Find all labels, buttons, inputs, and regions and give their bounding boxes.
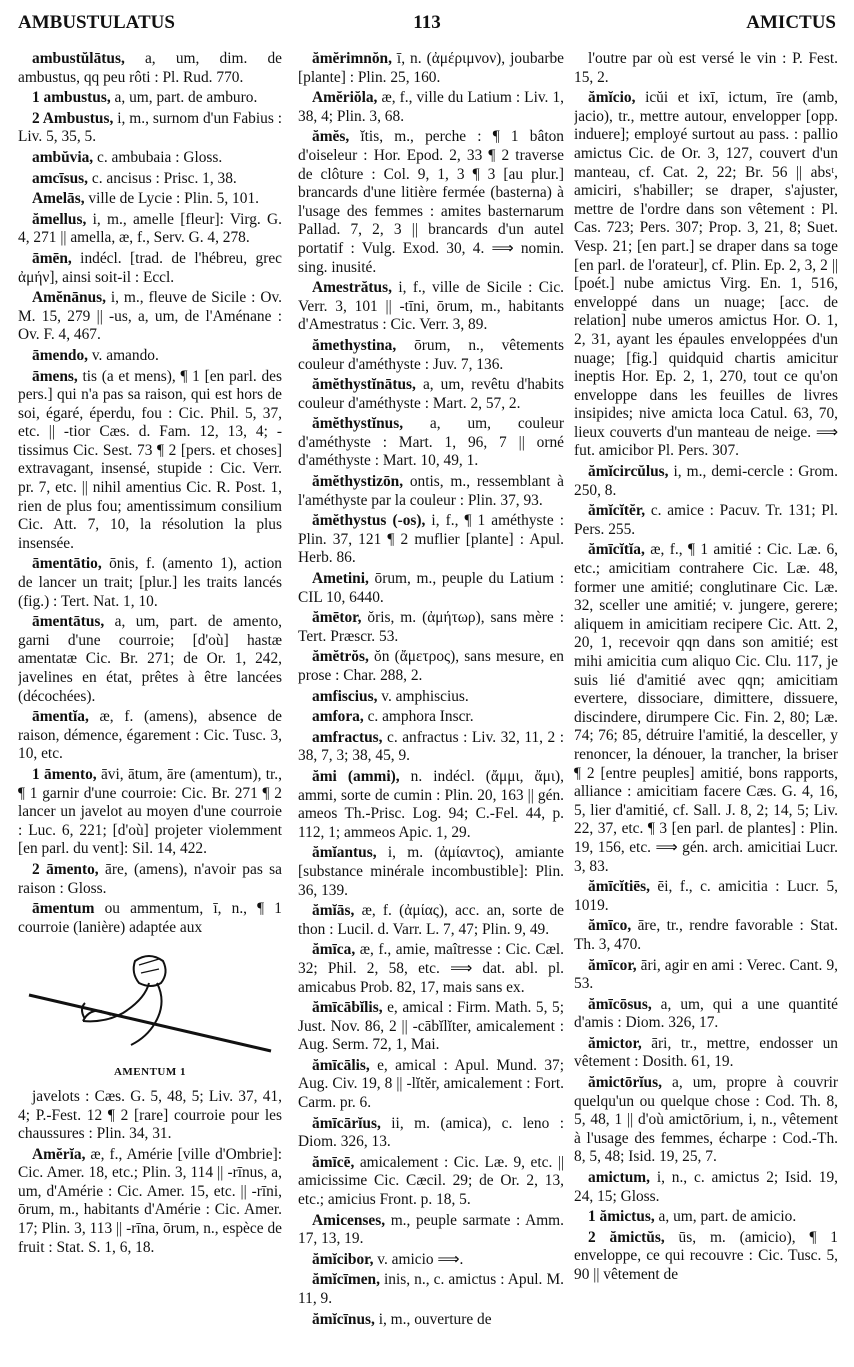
entry-headword: ămĭās, (312, 902, 355, 920)
entry-definition: a, um, dim. de ambustus, qq peu rôti : Pl. Rud. 770. (18, 50, 282, 86)
entry-definition: ōrum, m., peuple du Latium : CIL 10, 6440. (298, 570, 564, 606)
entry-definition: c. anfractus : Liv. 32, 11, 2 : 38, 7, 3; 38, 45, 9. (298, 728, 564, 765)
entry-headword: ămĭcircŭlus, (588, 463, 669, 481)
dictionary-entry (18, 1146, 282, 1258)
entry-definition: ĭtis, m., perche : ¶ 1 bâton d'oiseleur : Hor. Epod. 2, 33 ¶ 2 traverse de clôture : Col. 9, 1, 3 ¶ 3 [au plur.] brancards d'une litière fermée (basterna) à l'usage des femmes : amites basternarum Pallad. 7, 2, 3 || brancards d'un autel portatif : Vulg. Exod. 30, 4. ⟹ nomin. sing. inusité. (298, 128, 564, 276)
entry-definition: ŏn (ἄμετρος), sans mesure, en prose : Char. 288, 2. (298, 648, 564, 684)
entry-definition: ōnis, f. (amento 1), action de lancer un trait; [plur.] les traits lancés (fig.) : Tert. Nat. 1, 10. (18, 555, 282, 610)
figure-caption: AMENTUM 1 (113, 1066, 187, 1079)
dictionary-entry (574, 1208, 838, 1227)
entry-headword: Amĕriŏla, (312, 89, 378, 107)
dictionary-entry (298, 1115, 564, 1152)
entry-definition: i, m., amelle [fleur]: Virg. G. 4, 271 || amella, æ, f., Serv. G. 4, 278. (18, 210, 282, 247)
entry-definition: āri, tr., mettre, endosser un vêtement : Dosith. 61, 19. (574, 1034, 838, 1071)
entry-definition: indécl. [trad. de l'hébreu, grec ἀμήν], ainsi soit-il : Eccl. (18, 249, 282, 286)
dictionary-entry (298, 376, 564, 413)
dictionary-entry (298, 648, 564, 685)
dictionary-entry (298, 1154, 564, 1210)
dictionary-entry (298, 128, 564, 277)
entry-definition: a, um, part. de amburo. (110, 89, 258, 107)
dictionary-entry (298, 609, 564, 646)
dictionary-entry (298, 473, 564, 510)
entry-headword: 2 Ambustus, (32, 109, 114, 127)
dictionary-entry (298, 688, 564, 707)
entry-definition: a, um, qui a une quantité d'amis : Diom. 326, 17. (574, 995, 838, 1032)
dictionary-entry (18, 289, 282, 345)
dictionary-entry (298, 844, 564, 900)
dictionary-entry (298, 768, 564, 842)
entry-definition: āvi, ātum, āre (amentum), tr., ¶ 1 garnir d'une courroie: Cic. Br. 271 ¶ 2 lancer un javelot au moyen d'une courroie : Luc. 6, 221; [d'où] projeter violemment [en parl. du vent]: Sil. 14, 422. (18, 765, 282, 858)
entry-headword: ămīcābĭlis, (312, 999, 383, 1017)
entry-headword: ămĭcĭtĕr, (588, 502, 646, 520)
entry-headword: ămĕrimnŏn, (312, 50, 392, 67)
dictionary-entry (18, 50, 282, 87)
entry-headword: amfora, (312, 708, 364, 726)
dictionary-entry (298, 1057, 564, 1113)
entry-headword: ămĕs, (312, 128, 350, 146)
entry-headword: 2 ămictŭs, (588, 1228, 665, 1246)
entry-headword: amictum, (588, 1169, 650, 1187)
entry-definition: āre, tr., rendre favorable : Stat. Th. 3, 470. (574, 917, 838, 953)
dictionary-entry (574, 917, 838, 954)
entry-definition: e, amical : Firm. Math. 5, 5; Just. Nov. 86, 2 || -cābĭlĭter, amicalement : Aug. Serm. 72, 1, Mai. (298, 999, 564, 1054)
entry-headword: ambŭvia, (32, 148, 94, 166)
entry-definition: l'outre par où est versé le vin : P. Fest. 15, 2. (574, 50, 838, 86)
dictionary-entry (18, 89, 282, 108)
entry-headword: ămĭantus, (312, 844, 377, 862)
entry-headword: 1 āmento, (32, 765, 97, 783)
javelin-thrower-drawing-icon (25, 943, 275, 1061)
dictionary-entry (18, 1088, 282, 1144)
entry-headword: ămīcālis, (312, 1056, 370, 1074)
dictionary-entry (298, 415, 564, 471)
entry-headword: ămĕthystĭnātus, (312, 376, 416, 394)
entry-definition: i, n., c. amictus 2; Isid. 19, 24, 15; Gloss. (574, 1169, 838, 1205)
dictionary-entry (18, 170, 282, 189)
entry-headword: ămĭcio, (588, 89, 636, 107)
dictionary-entry (574, 50, 838, 87)
entry-definition: ūs, m. (amicio), ¶ 1 enveloppe, ce qui recouvre : Cic. Tusc. 5, 90 || vêtement de (574, 1228, 838, 1283)
header-left-word: AMBUSTULATUS (18, 12, 175, 33)
dictionary-entry (18, 368, 282, 554)
entry-definition: tis (a et mens), ¶ 1 [en parl. des pers.] qui n'a pas sa raison, qui est hors de soi, égaré, éperdu, fou : Cic. Phil. 5, 37, etc. || -tior Cæs. d. Fam. 12, 13, 4; -tissimus Cic. Sest. 73 ¶ 2 [pers. et choses] extravagant, insensé, stupide : Cic. Verr. pr. 7, etc. || nihil amentius Cic. R. Post. 1, rien de plus fou; amentissimum consilium Cic. Att. 7, 10, la résolution la plus insensée. (18, 367, 282, 552)
entry-definition: i, m., demi-cercle : Grom. 250, 8. (574, 463, 838, 499)
entry-definition: æ, f. (ἀμίας), acc. an, sorte de thon : Lucil. d. Varr. L. 7, 47; Plin. 9, 49. (298, 902, 564, 938)
entry-headword: ămĕthystizōn, (312, 473, 404, 491)
entry-headword: ămīcĭtiēs, (588, 878, 650, 896)
entry-definition: a, um, part. de amento, garni d'une courroie; [d'où] hastæ amentatæ Cic. Br. 271; de Or. 1, 242, javelines en état, prêtes à être lancées (décochées). (18, 613, 282, 705)
entry-definition: c. ancisus : Prisc. 1, 38. (88, 169, 237, 187)
entry-headword: āmens, (32, 367, 78, 385)
entry-definition: a, um, propre à couvrir quelqu'un ou quelque chose : Cod. Th. 8, 5, 48, 1 || d'où amictōrium, i, n., vêtement à l'usage des femmes, écharpe : Cod.-Th. 8, 5, 48; Isid. 19, 25, 7. (574, 1074, 838, 1166)
entry-definition: æ, f., Amérie [ville d'Ombrie]: Cic. Amer. 18, etc.; Plin. 3, 114 || -rīnus, a, um, d'Amérie : Cic. Amer. 15, etc. || -rīni, ōrum, m., habitants d'Amérie : Cic. Amer. 17; Plin. 3, 113 || -rīna, ōrum, n., espèce de fruit : Stat. S. 1, 6, 18. (18, 1145, 282, 1256)
entry-definition: i, m. (ἀμίαντος), amiante [substance minérale incombustible]: Plin. 36, 139. (298, 844, 564, 899)
entry-definition: c. amice : Pacuv. Tr. 131; Pl. Pers. 255. (574, 502, 838, 538)
entry-definition: i, m., fleuve de Sicile : Ov. M. 15, 279 || -us, a, um, de l'Aménane : Ov. F. 4, 467. (18, 289, 282, 344)
dictionary-entry (574, 1229, 838, 1285)
running-header (18, 12, 836, 40)
dictionary-entry (298, 729, 564, 766)
dictionary-entry (298, 941, 564, 997)
entry-definition: ou ammentum, ī, n., ¶ 1 courroie (lanière) adaptée aux (18, 900, 282, 936)
entry-definition: c. amphora Inscr. (363, 708, 474, 726)
dictionary-entry (574, 957, 838, 994)
entry-headword: āmentĭa, (32, 708, 89, 726)
amentum-illustration (18, 943, 282, 1082)
entry-definition: amicalement : Cic. Læ. 9, etc. || amicissime Cic. Cæcil. 29; de Or. 2, 13, etc.; amicius Front. p. 18, 5. (298, 1153, 564, 1209)
entry-definition: æ, f. (amens), absence de raison, démence, égarement : Cic. Tusc. 3, 10, etc. (18, 708, 282, 763)
entry-headword: ămethystina, (312, 336, 397, 354)
dictionary-entry (298, 999, 564, 1055)
entry-headword: ămi (ammi), (312, 767, 400, 785)
entry-definition: æ, f., ¶ 1 amitié : Cic. Læ. 6, etc.; amicitiam contrahere Cic. Læ. 48, former une amitié; conglutinare Cic. Læ. 32, sceller une amitié; v. jungere, gerere; aliquem in amicitiam recipere Cic. Att. 2, 20, 1, recevoir qqn dans son amitié; est mihi amicitia cum aliquo Cic. Clu. 117, je suis lié d'amitié avec qqn; amicitiam evertere, dissociare, dimittere, dissuere, discindere, dirumpere Cic. Fin. 2, 80; Læ. 74; 76; 85, détruire l'amitié, la desceller, y renoncer, la dénouer, la trancher, la briser ¶ 2 [entre peuples] amitié, bons rapports, alliance : amicitiam facere Cæs. G. 4, 16, 5, lier d'amitié, cf. Sall. J. 8, 2; 14, 5; Liv. 22, 37, etc. ¶ 3 [en parl. de plantes] : Plin. 19, 156, etc. ⟹ gén. arch. amicitiai Lucr. 3, 83. (574, 541, 838, 875)
entry-headword: āmentum (32, 900, 95, 918)
entry-definition: ēi, f., c. amicitia : Lucr. 5, 1019. (574, 878, 838, 914)
entry-headword: āmendo, (32, 346, 89, 364)
dictionary-entry (18, 211, 282, 248)
entry-headword: ămĕthystĭnus, (312, 415, 404, 433)
header-right-word: AMICTUS (746, 12, 836, 33)
entry-definition: c. ambubaia : Gloss. (93, 148, 223, 166)
entry-definition: ŏris, m. (ἀμήτωρ), sans mère : Tert. Præscr. 53. (298, 609, 564, 645)
entry-definition: ōrum, n., vêtements couleur d'améthyste : Juv. 7, 136. (298, 336, 564, 373)
dictionary-entry (574, 996, 838, 1033)
entry-headword: āmentātio, (32, 555, 102, 573)
dictionary-entry (298, 902, 564, 939)
entry-definition: āre, (amens), n'avoir pas sa raison : Gloss. (18, 860, 282, 897)
dictionary-entry (298, 708, 564, 727)
dictionary-entry (298, 279, 564, 335)
dictionary-entry (298, 337, 564, 374)
entry-headword: ămĭcīmen, (312, 1271, 380, 1289)
entry-headword: āmēn, (32, 249, 72, 267)
entry-headword: Ametini, (312, 570, 369, 588)
dictionary-entry (18, 900, 282, 937)
entry-headword: Amĕnānus, (32, 289, 106, 307)
entry-headword: ămīcārĭus, (312, 1114, 381, 1132)
entry-headword: ămellus, (32, 210, 87, 228)
entry-headword: ămētor, (312, 609, 362, 627)
entry-headword: 1 ămictus, (588, 1208, 655, 1226)
dictionary-entry (298, 1311, 564, 1330)
entry-headword: 2 āmento, (32, 860, 99, 878)
entry-headword: ămĕthystus (-os), (312, 512, 426, 530)
dictionary-entry (574, 1169, 838, 1206)
entry-definition: ī, n. (ἀμέριμνον), joubarbe [plante] : Plin. 25, 160. (298, 50, 564, 86)
dictionary-entry (18, 708, 282, 764)
entry-definition: v. amphiscius. (377, 687, 469, 705)
entry-definition: javelots : Cæs. G. 5, 48, 5; Liv. 37, 41, 4; P.-Fest. 12 ¶ 2 [rare] courroie pour les chaussures : Plin. 34, 31. (18, 1087, 282, 1143)
entry-headword: amfractus, (312, 728, 383, 746)
entry-definition: m., peuple sarmate : Amm. 17, 13, 19. (298, 1211, 564, 1248)
entry-definition: v. amicio ⟹. (373, 1250, 464, 1268)
entry-definition: a, um, couleur d'améthyste : Mart. 1, 96, 7 || orné d'améthyste : Mart. 10, 49, 1. (298, 415, 564, 470)
entry-headword: ămīcōsus, (588, 995, 652, 1013)
entry-definition: i, m., surnom d'un Fabius : Liv. 5, 35, 5. (18, 109, 282, 146)
column-2 (298, 50, 564, 1360)
entry-headword: ămĕtrŏs, (312, 648, 369, 666)
dictionary-entry (18, 250, 282, 287)
entry-definition: n. indécl. (ἄμμι, ἄμι), ammi, sorte de cumin : Plin. 20, 163 || gén. ameos Th.-Prisc. Log. 94; C.-Fel. 44, p. 112, 1; ammeos Apic. 1, 29. (298, 767, 564, 841)
entry-definition: æ, f., ville du Latium : Liv. 1, 38, 4; Plin. 3, 68. (298, 89, 564, 125)
entry-definition: ii, m. (amica), c. leno : Diom. 326, 13. (298, 1114, 564, 1151)
entry-definition: icŭi et ixī, ictum, īre (amb, jacio), tr., mettre autour, envelopper [opp. induere]; employé surtout au pass. : pallio amictus Cic. de Or. 3, 127, couvert d'un manteau, cf. Cat. 2, 22; Br. 56 || absᵗ, amiciri, s'habiller; se draper, s'ajuster, mettre de l'ordre dans son vêtement : Pl. Cas. 723; Pers. 307; Prop. 3, 21, 8; Suet. Vesp. 21; [en part.] se draper dans sa toge [en parl. de l'orateur], cf. Plin. Ep. 2, 3, 2 || [poét.] nube amictus Virg. En. 1, 516, enveloppé dans un nuage; [acc. de relation] nube umeros amictus Hor. O. 1, 2, 31, ayant les épaules enveloppées d'un nuage; [fig.] quidquid chartis amicitur ineptis Hor. Ep. 2, 1, 270, tout ce qu'on enveloppe dans les feuilles de livres insipides; nive amicta loca Catul. 63, 70, lieux couverts d'un manteau de neige. ⟹ fut. amicibor Pl. Pers. 307. (574, 89, 838, 460)
dictionary-entry (298, 50, 564, 87)
dictionary-entry (574, 502, 838, 539)
dictionary-entry (574, 1035, 838, 1072)
dictionary-entry (18, 861, 282, 898)
entry-headword: Amĕrĭa, (32, 1145, 86, 1163)
dictionary-entry (18, 555, 282, 611)
dictionary-entry (298, 570, 564, 607)
entry-headword: ămictōrĭus, (588, 1074, 662, 1092)
dictionary-entry (298, 1212, 564, 1249)
entry-headword: Amicenses, (312, 1211, 386, 1229)
dictionary-entry (18, 110, 282, 147)
entry-definition: a, um, part. de amicio. (654, 1208, 797, 1226)
dictionary-entry (574, 1074, 838, 1167)
entry-definition: i, m., ouverture de (374, 1310, 492, 1328)
entry-definition: ontis, m., ressemblant à l'améthyste par la couleur : Plin. 37, 93. (298, 473, 564, 509)
entry-headword: amcīsus, (32, 169, 89, 187)
dictionary-entry (298, 1251, 564, 1270)
entry-definition: e, amical : Apul. Mund. 37; Aug. Civ. 19, 8 || -lĭtĕr, amicalement : Fort. Carm. pr. 6. (298, 1056, 564, 1112)
dictionary-entry (574, 541, 838, 876)
entry-headword: ămĭcibor, (312, 1250, 374, 1268)
dictionary-entry (298, 512, 564, 568)
entry-headword: ambustŭlātus, (32, 50, 125, 67)
dictionary-entry (298, 1271, 564, 1308)
entry-definition: i, f., ¶ 1 améthyste : Plin. 37, 121 ¶ 2 muflier [plante] : Apul. Herb. 86. (298, 512, 564, 567)
entry-headword: ămĭcīnus, (312, 1310, 375, 1328)
entry-definition: i, f., ville de Sicile : Cic. Verr. 3, 101 || -tīni, ōrum, m., habitants d'Amestratus : Cic. Verr. 3, 89. (298, 279, 564, 334)
dictionary-entry (18, 149, 282, 168)
entry-headword: āmentātus, (32, 613, 105, 631)
entry-definition: v. amando. (88, 346, 159, 364)
entry-headword: Amestrătus, (312, 279, 392, 297)
entry-headword: ămīco, (588, 917, 632, 935)
dictionary-entry (18, 190, 282, 209)
entry-headword: ămictor, (588, 1034, 642, 1052)
entry-definition: āri, agir en ami : Verec. Cant. 9, 53. (574, 956, 838, 993)
entry-definition: æ, f., amie, maîtresse : Cic. Cæl. 32; Phil. 2, 58, etc. ⟹ dat. abl. pl. amicabus Prob. 82, 17, mais sans ex. (298, 941, 564, 996)
entry-headword: ămīcor, (588, 956, 637, 974)
entry-headword: Amelās, (32, 190, 85, 208)
column-1 (18, 50, 282, 1360)
entry-headword: 1 ambustus, (32, 89, 111, 107)
dictionary-entry (574, 878, 838, 915)
entry-definition: a, um, revêtu d'habits couleur d'améthyste : Mart. 2, 57, 2. (298, 376, 564, 412)
dictionary-entry (18, 347, 282, 366)
entry-definition: inis, n., c. amictus : Apul. M. 11, 9. (298, 1271, 564, 1307)
entry-headword: amfiscius, (312, 687, 378, 705)
dictionary-entry (18, 766, 282, 859)
entry-definition: ville de Lycie : Plin. 5, 101. (84, 190, 259, 208)
entry-headword: ămīcĭtĭa, (588, 541, 645, 559)
entry-headword: ămīca, (312, 941, 356, 959)
column-3 (574, 50, 838, 1360)
dictionary-entry (574, 463, 838, 500)
dictionary-entry (298, 89, 564, 126)
page-number: 113 (413, 12, 441, 33)
dictionary-entry (18, 613, 282, 706)
entry-headword: ămīcē, (312, 1153, 355, 1171)
dictionary-entry (574, 89, 838, 461)
